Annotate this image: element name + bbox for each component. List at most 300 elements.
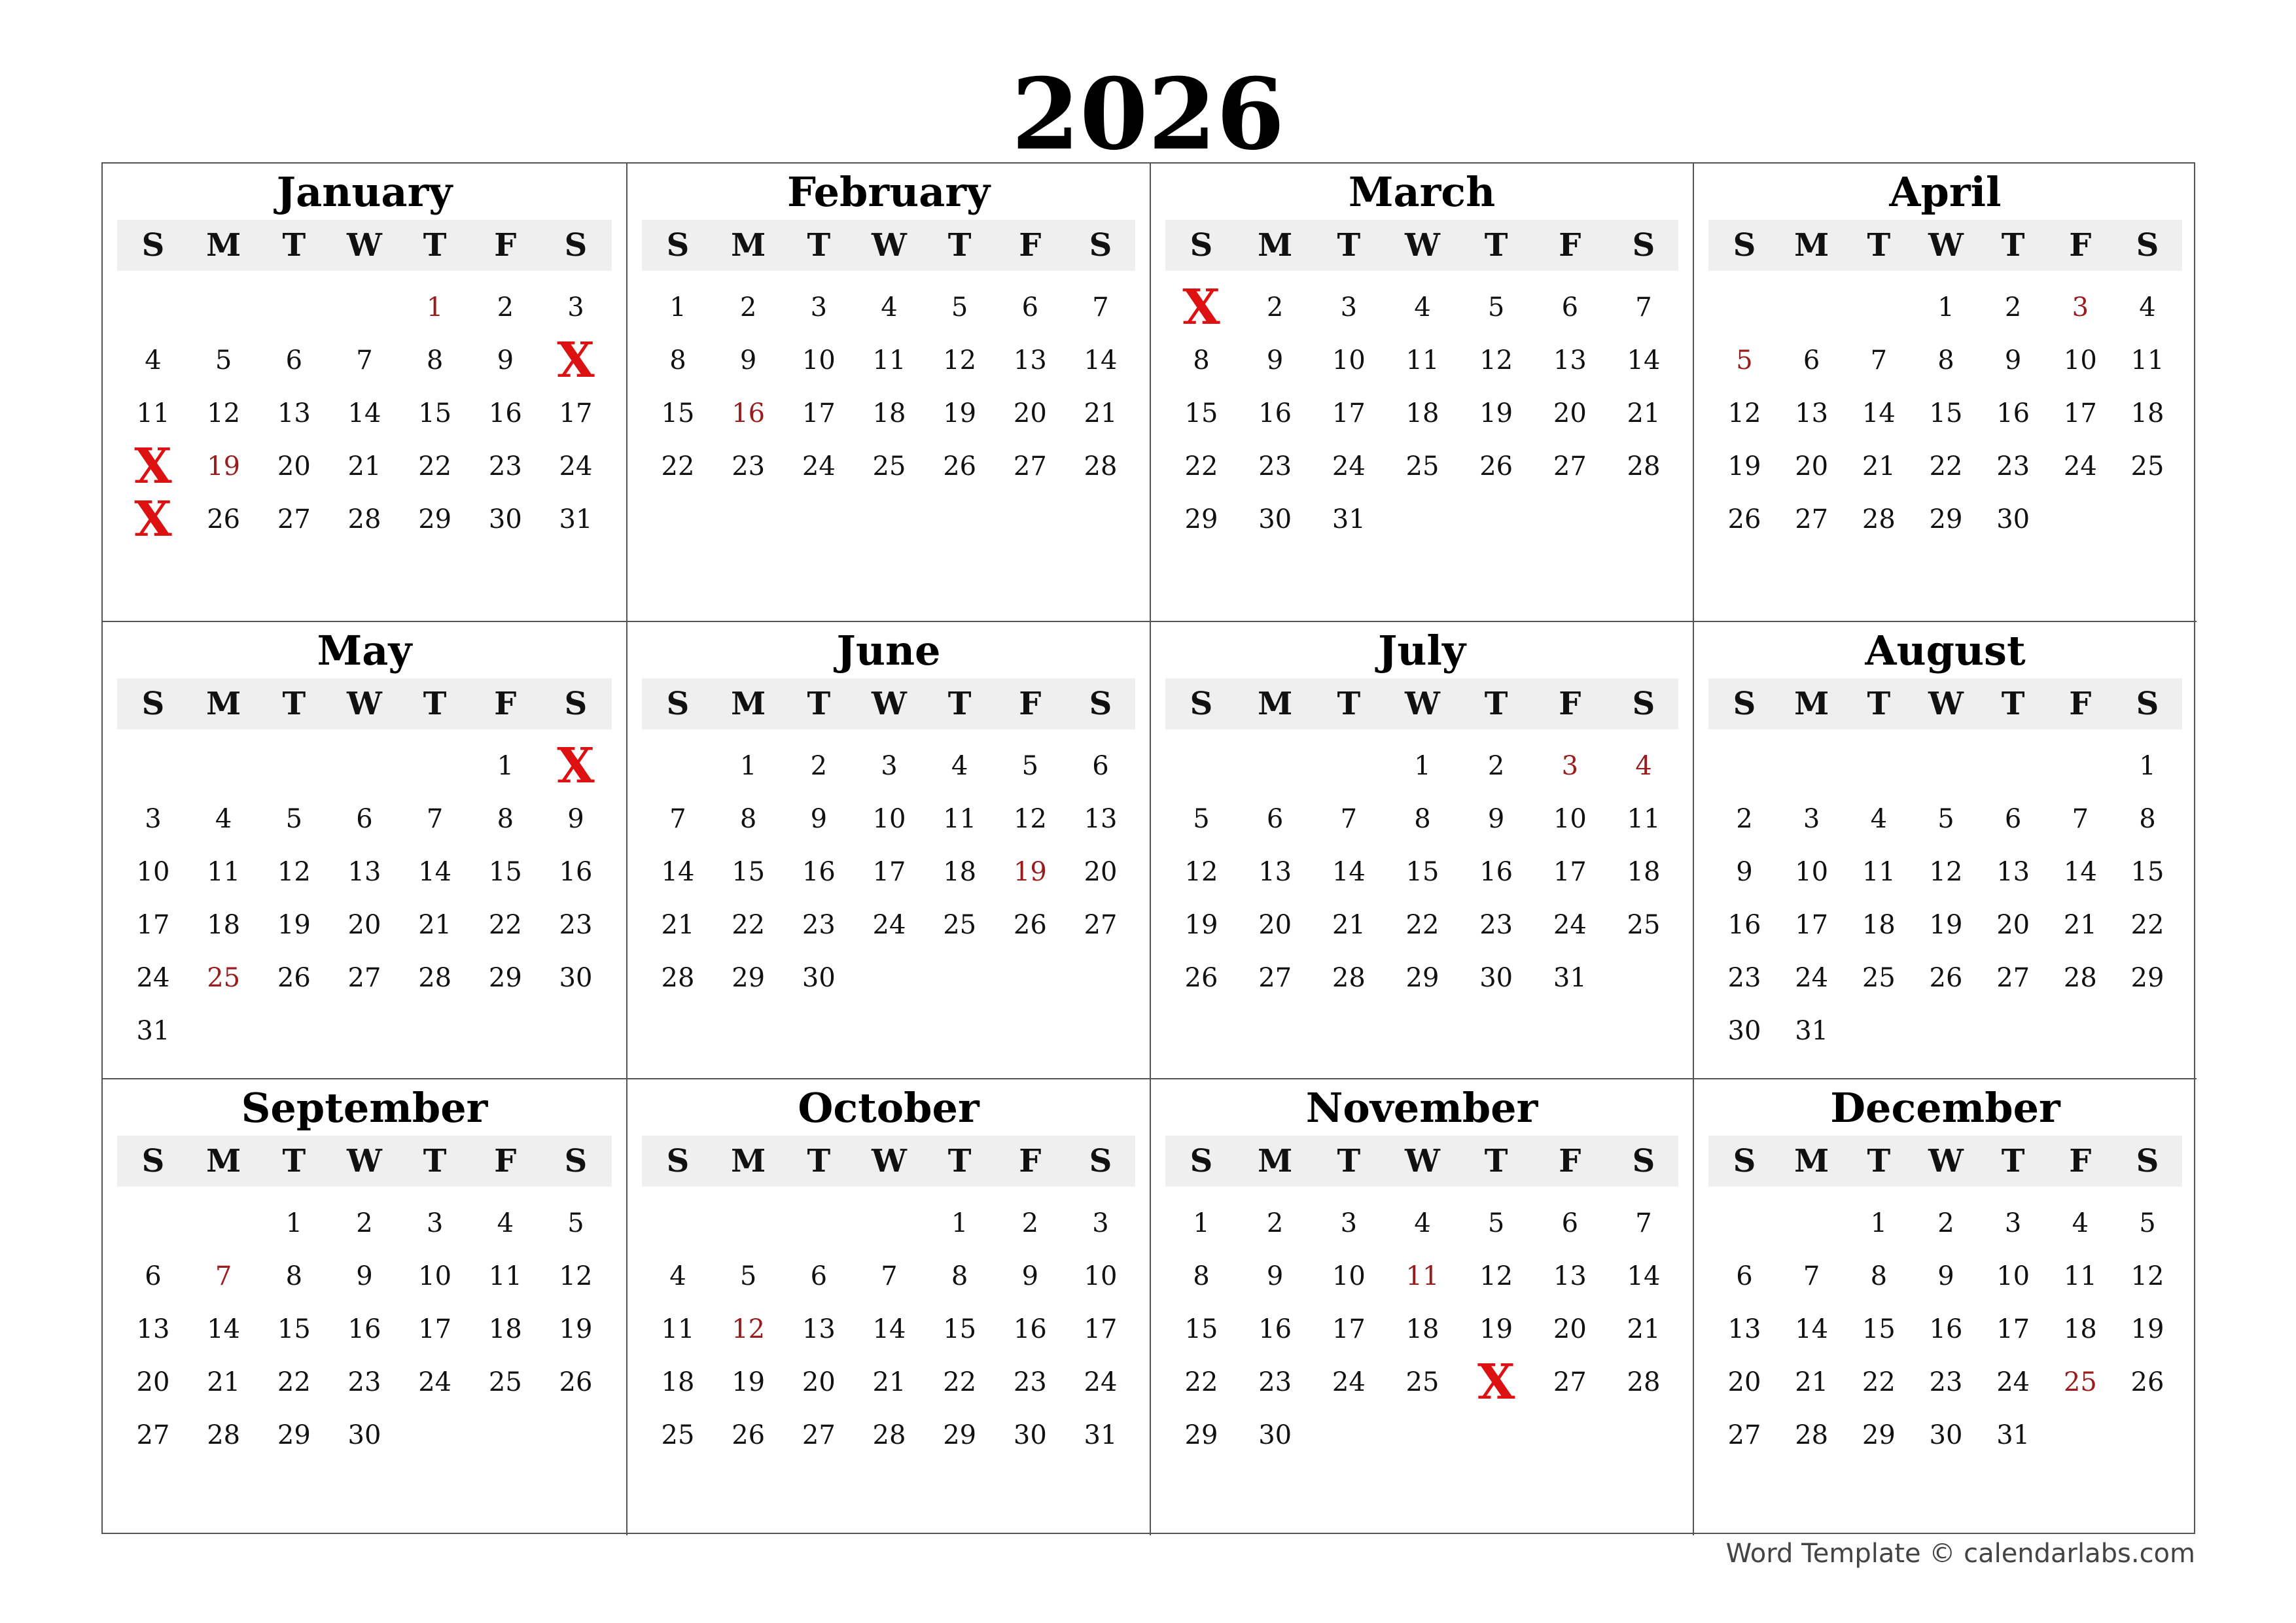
holiday-day: 3 (2072, 292, 2089, 323)
month-december (1693, 1078, 2197, 1535)
calendar-day: 22 (418, 451, 452, 481)
calendar-day: 17 (1996, 1314, 2030, 1344)
weekday-label: S (1632, 227, 1655, 264)
calendar-day: 12 (943, 345, 977, 375)
calendar-day: 15 (1929, 398, 1963, 428)
calendar-day: 3 (1340, 1208, 1358, 1238)
weekday-label: T (807, 227, 831, 264)
calendar-day: 27 (347, 963, 381, 993)
calendar-day: 21 (1795, 1367, 1829, 1397)
holiday-day: 5 (1736, 345, 1753, 375)
calendar-day: 9 (2004, 345, 2022, 375)
month-july (1150, 621, 1693, 1078)
calendar-day: 19 (2130, 1314, 2164, 1344)
calendar-day: 23 (1013, 1367, 1047, 1397)
weekday-label: S (141, 1143, 165, 1179)
calendar-day: 2 (1266, 292, 1284, 323)
calendar-day: 1 (669, 292, 686, 323)
calendar-day: 16 (1479, 857, 1513, 887)
calendar-day: 7 (356, 345, 373, 375)
calendar-day: 29 (277, 1420, 311, 1450)
calendar-day: 15 (1862, 1314, 1896, 1344)
calendar-day: 30 (1258, 504, 1292, 534)
weekday-label: M (1258, 1143, 1293, 1179)
calendar-day: 18 (661, 1367, 695, 1397)
calendar-day: 5 (739, 1261, 757, 1291)
calendar-day: 29 (1929, 504, 1963, 534)
calendar-day: 30 (347, 1420, 381, 1450)
calendar-day: 4 (145, 345, 162, 375)
calendar-day: 6 (810, 1261, 828, 1291)
calendar-day: 7 (669, 804, 686, 834)
calendar-day: 11 (2130, 345, 2164, 375)
calendar-day: 6 (1266, 804, 1284, 834)
calendar-day: 12 (559, 1261, 593, 1291)
weekday-label: F (1019, 1143, 1042, 1179)
weekday-label: W (872, 227, 907, 264)
weekday-label: T (1867, 1143, 1891, 1179)
calendar-day: 20 (277, 451, 311, 481)
calendar-day: 18 (488, 1314, 522, 1344)
weekday-label: S (1089, 1143, 1112, 1179)
weekday-label: F (2069, 686, 2092, 722)
calendar-day: 19 (1727, 451, 1761, 481)
calendar-day: 11 (661, 1314, 695, 1344)
calendar-day: 31 (1084, 1420, 1118, 1450)
calendar-day: 23 (1929, 1367, 1963, 1397)
calendar-year-title: 2026 (1011, 57, 1285, 172)
calendar-day: 19 (1184, 910, 1218, 940)
calendar-day: 6 (1021, 292, 1039, 323)
calendar-day: 21 (1627, 398, 1661, 428)
calendar-day: 17 (1332, 398, 1366, 428)
weekday-label: S (2136, 227, 2159, 264)
calendar-day: 27 (1996, 963, 2030, 993)
calendar-day: 6 (1561, 292, 1579, 323)
calendar-day: 22 (1405, 910, 1439, 940)
calendar-day: 3 (1340, 292, 1358, 323)
weekday-label: S (141, 227, 165, 264)
calendar-day: 27 (1727, 1420, 1761, 1450)
calendar-day: 27 (277, 504, 311, 534)
calendar-day: 11 (136, 398, 170, 428)
calendar-day: 21 (1332, 910, 1366, 940)
calendar-day: 18 (1405, 1314, 1439, 1344)
calendar-day: 20 (1727, 1367, 1761, 1397)
calendar-day: 4 (1414, 292, 1431, 323)
month-may (103, 621, 626, 1078)
weekday-label: T (2001, 686, 2025, 722)
calendar-day: 25 (1405, 1367, 1439, 1397)
holiday-day: 7 (215, 1261, 232, 1291)
calendar-day: 5 (285, 804, 303, 834)
calendar-day: 14 (1627, 1261, 1661, 1291)
calendar-day: 11 (1862, 857, 1896, 887)
calendar-day: 6 (2004, 804, 2022, 834)
month-june (626, 621, 1150, 1078)
calendar-day: 26 (2130, 1367, 2164, 1397)
weekday-label: F (1559, 1143, 1581, 1179)
calendar-day: 25 (1627, 910, 1661, 940)
calendar-day: 5 (215, 345, 232, 375)
calendar-day: 6 (145, 1261, 162, 1291)
weekday-label: S (666, 227, 690, 264)
calendar-day: 28 (418, 963, 452, 993)
calendar-day: 25 (872, 451, 906, 481)
calendar-day: 4 (951, 751, 968, 781)
calendar-day: 25 (661, 1420, 695, 1450)
calendar-day: 19 (1929, 910, 1963, 940)
calendar-day: 8 (1193, 345, 1210, 375)
calendar-day: 28 (207, 1420, 241, 1450)
weekday-label: S (2136, 686, 2159, 722)
weekday-label: T (1867, 227, 1891, 264)
calendar-day: 21 (418, 910, 452, 940)
calendar-day: 27 (1553, 451, 1587, 481)
weekday-label: T (807, 686, 831, 722)
day-mark-x: X (134, 491, 172, 548)
calendar-day: 24 (1332, 451, 1366, 481)
weekday-label: F (494, 1143, 517, 1179)
weekday-label: S (1190, 1143, 1213, 1179)
weekday-label: M (1258, 686, 1293, 722)
calendar-day: 22 (1184, 1367, 1218, 1397)
calendar-day: 11 (207, 857, 241, 887)
weekday-label: T (807, 1143, 831, 1179)
calendar-day: 19 (1479, 398, 1513, 428)
calendar-day: 28 (2063, 963, 2097, 993)
calendar-day: 31 (136, 1016, 170, 1046)
calendar-day: 20 (1553, 1314, 1587, 1344)
month-name: May (317, 627, 412, 674)
calendar-day: 4 (1870, 804, 1888, 834)
calendar-day: 11 (488, 1261, 522, 1291)
holiday-day: 19 (1013, 857, 1047, 887)
calendar-day: 11 (872, 345, 906, 375)
holiday-day: 25 (2063, 1367, 2097, 1397)
calendar-day: 1 (1414, 751, 1431, 781)
weekday-label: S (1733, 227, 1756, 264)
calendar-day: 18 (2063, 1314, 2097, 1344)
calendar-day: 3 (2004, 1208, 2022, 1238)
weekday-label: T (1867, 686, 1891, 722)
calendar-day: 5 (1937, 804, 1954, 834)
calendar-day: 13 (1258, 857, 1292, 887)
holiday-day: 4 (1635, 751, 1652, 781)
calendar-day: 15 (732, 857, 766, 887)
calendar-day: 20 (347, 910, 381, 940)
calendar-day: 16 (488, 398, 522, 428)
calendar-day: 30 (1479, 963, 1513, 993)
calendar-day: 12 (207, 398, 241, 428)
calendar-day: 13 (1553, 345, 1587, 375)
calendar-day: 5 (951, 292, 968, 323)
calendar-day: 10 (1996, 1261, 2030, 1291)
calendar-day: 29 (1405, 963, 1439, 993)
calendar-day: 17 (1084, 1314, 1118, 1344)
calendar-day: 24 (802, 451, 836, 481)
calendar-day: 5 (1193, 804, 1210, 834)
calendar-day: 24 (872, 910, 906, 940)
calendar-day: 18 (943, 857, 977, 887)
calendar-day: 16 (559, 857, 593, 887)
weekday-label: T (282, 686, 306, 722)
calendar-day: 26 (943, 451, 977, 481)
calendar-day: 31 (559, 504, 593, 534)
weekday-label: T (1484, 1143, 1508, 1179)
calendar-day: 14 (418, 857, 452, 887)
calendar-day: 27 (136, 1420, 170, 1450)
calendar-day: 6 (285, 345, 303, 375)
weekday-label: T (423, 686, 447, 722)
weekday-label: T (947, 1143, 972, 1179)
weekday-label: W (872, 1143, 907, 1179)
calendar-day: 20 (1553, 398, 1587, 428)
day-mark-x: X (134, 438, 172, 495)
calendar-day: 21 (207, 1367, 241, 1397)
calendar-day: 1 (497, 751, 514, 781)
calendar-day: 29 (1184, 1420, 1218, 1450)
month-name: January (276, 168, 453, 216)
calendar-day: 26 (1929, 963, 1963, 993)
calendar-day: 8 (285, 1261, 303, 1291)
calendar-day: 23 (347, 1367, 381, 1397)
weekday-label: F (1019, 227, 1042, 264)
calendar-day: 20 (802, 1367, 836, 1397)
calendar-day: 4 (2072, 1208, 2089, 1238)
calendar-day: 24 (1553, 910, 1587, 940)
calendar-day: 23 (1727, 963, 1761, 993)
calendar-day: 3 (1092, 1208, 1109, 1238)
calendar-day: 3 (881, 751, 898, 781)
weekday-label: M (1794, 686, 1829, 722)
weekday-label: W (1928, 227, 1964, 264)
weekday-label: T (2001, 1143, 2025, 1179)
calendar-grid (101, 162, 2195, 1534)
calendar-day: 11 (943, 804, 977, 834)
calendar-day: 23 (732, 451, 766, 481)
calendar-day: 17 (1332, 1314, 1366, 1344)
calendar-day: 29 (1184, 504, 1218, 534)
calendar-day: 5 (2139, 1208, 2156, 1238)
calendar-day: 20 (1013, 398, 1047, 428)
calendar-day: 1 (285, 1208, 303, 1238)
calendar-day: 29 (2130, 963, 2164, 993)
weekday-label: T (1337, 227, 1361, 264)
weekday-label: M (206, 227, 241, 264)
calendar-day: 17 (802, 398, 836, 428)
calendar-day: 11 (1405, 345, 1439, 375)
month-name: February (786, 168, 991, 216)
day-mark-x: X (1182, 279, 1220, 336)
calendar-day: 14 (347, 398, 381, 428)
weekday-label: F (2069, 1143, 2092, 1179)
calendar-day: 12 (1479, 345, 1513, 375)
calendar-day: 30 (802, 963, 836, 993)
weekday-label: M (1794, 1143, 1829, 1179)
weekday-label: S (1632, 1143, 1655, 1179)
calendar-day: 31 (1795, 1016, 1829, 1046)
calendar-day: 13 (1013, 345, 1047, 375)
calendar-day: 12 (1727, 398, 1761, 428)
calendar-day: 31 (1332, 504, 1366, 534)
calendar-day: 22 (277, 1367, 311, 1397)
calendar-day: 2 (1937, 1208, 1954, 1238)
calendar-day: 22 (488, 910, 522, 940)
month-october (626, 1078, 1150, 1535)
calendar-day: 27 (802, 1420, 836, 1450)
weekday-label: S (2136, 1143, 2159, 1179)
calendar-day: 22 (661, 451, 695, 481)
calendar-day: 8 (2139, 804, 2156, 834)
calendar-day: 15 (943, 1314, 977, 1344)
calendar-day: 23 (1258, 451, 1292, 481)
calendar-day: 13 (136, 1314, 170, 1344)
calendar-day: 3 (810, 292, 828, 323)
weekday-label: T (423, 1143, 447, 1179)
calendar-day: 16 (1727, 910, 1761, 940)
calendar-day: 8 (669, 345, 686, 375)
calendar-day: 26 (1184, 963, 1218, 993)
calendar-day: 13 (1795, 398, 1829, 428)
calendar-day: 2 (1266, 1208, 1284, 1238)
calendar-day: 4 (2139, 292, 2156, 323)
weekday-label: T (1337, 1143, 1361, 1179)
calendar-day: 2 (1736, 804, 1753, 834)
calendar-day: 9 (567, 804, 584, 834)
calendar-day: 28 (1332, 963, 1366, 993)
weekday-label: W (872, 686, 907, 722)
calendar-day: 1 (2139, 751, 2156, 781)
calendar-day: 7 (1635, 1208, 1652, 1238)
calendar-day: 7 (1803, 1261, 1820, 1291)
calendar-day: 18 (1405, 398, 1439, 428)
calendar-day: 23 (1996, 451, 2030, 481)
weekday-label: S (666, 686, 690, 722)
calendar-day: 30 (1258, 1420, 1292, 1450)
calendar-day: 5 (1021, 751, 1039, 781)
calendar-day: 15 (418, 398, 452, 428)
calendar-day: 17 (136, 910, 170, 940)
calendar-day: 9 (356, 1261, 373, 1291)
calendar-day: 19 (1479, 1314, 1513, 1344)
calendar-day: 16 (1013, 1314, 1047, 1344)
weekday-label: M (731, 686, 766, 722)
calendar-day: 29 (418, 504, 452, 534)
calendar-day: 14 (1795, 1314, 1829, 1344)
calendar-day: 9 (739, 345, 757, 375)
calendar-day: 14 (1332, 857, 1366, 887)
weekday-label: S (1089, 227, 1112, 264)
weekday-label: F (1559, 227, 1581, 264)
calendar-day: 11 (2063, 1261, 2097, 1291)
calendar-day: 30 (1727, 1016, 1761, 1046)
weekday-label: W (1928, 686, 1964, 722)
weekday-label: T (282, 1143, 306, 1179)
calendar-day: 24 (1795, 963, 1829, 993)
calendar-day: 21 (872, 1367, 906, 1397)
calendar-day: 8 (497, 804, 514, 834)
calendar-day: 6 (1561, 1208, 1579, 1238)
weekday-label: S (141, 686, 165, 722)
calendar-day: 30 (559, 963, 593, 993)
calendar-day: 17 (1553, 857, 1587, 887)
calendar-day: 12 (1184, 857, 1218, 887)
calendar-day: 27 (1553, 1367, 1587, 1397)
calendar-day: 10 (136, 857, 170, 887)
calendar-day: 12 (277, 857, 311, 887)
calendar-day: 13 (277, 398, 311, 428)
calendar-day: 21 (1862, 451, 1896, 481)
calendar-day: 22 (943, 1367, 977, 1397)
calendar-day: 26 (1727, 504, 1761, 534)
calendar-day: 28 (872, 1420, 906, 1450)
weekday-label: S (666, 1143, 690, 1179)
calendar-day: 10 (1795, 857, 1829, 887)
calendar-day: 24 (418, 1367, 452, 1397)
month-name: March (1348, 168, 1496, 216)
weekday-label: T (1484, 686, 1508, 722)
calendar-day: 2 (1021, 1208, 1039, 1238)
calendar-day: 14 (2063, 857, 2097, 887)
calendar-day: 19 (277, 910, 311, 940)
month-name: September (241, 1084, 488, 1132)
calendar-day: 20 (136, 1367, 170, 1397)
calendar-day: 10 (1084, 1261, 1118, 1291)
calendar-day: 17 (1795, 910, 1829, 940)
calendar-day: 1 (951, 1208, 968, 1238)
calendar-day: 11 (1627, 804, 1661, 834)
calendar-day: 29 (488, 963, 522, 993)
calendar-day: 9 (1266, 1261, 1284, 1291)
calendar-day: 6 (1803, 345, 1820, 375)
calendar-day: 18 (207, 910, 241, 940)
calendar-day: 13 (1727, 1314, 1761, 1344)
calendar-day: 8 (1414, 804, 1431, 834)
month-name: November (1305, 1084, 1538, 1132)
calendar-day: 16 (1996, 398, 2030, 428)
day-mark-x: X (557, 738, 595, 794)
calendar-day: 15 (2130, 857, 2164, 887)
calendar-day: 20 (1795, 451, 1829, 481)
calendar-day: 15 (1184, 398, 1218, 428)
calendar-day: 24 (1332, 1367, 1366, 1397)
calendar-day: 14 (1862, 398, 1896, 428)
weekday-label: S (1190, 227, 1213, 264)
weekday-label: S (1089, 686, 1112, 722)
weekday-label: S (1632, 686, 1655, 722)
calendar-day: 16 (1258, 1314, 1292, 1344)
month-march (1150, 164, 1693, 621)
calendar-day: 21 (2063, 910, 2097, 940)
calendar-day: 8 (951, 1261, 968, 1291)
calendar-day: 9 (810, 804, 828, 834)
calendar-day: 24 (136, 963, 170, 993)
calendar-day: 24 (1996, 1367, 2030, 1397)
calendar-day: 6 (1736, 1261, 1753, 1291)
weekday-label: M (206, 686, 241, 722)
calendar-day: 2 (497, 292, 514, 323)
calendar-day: 8 (1193, 1261, 1210, 1291)
calendar-day: 22 (1929, 451, 1963, 481)
calendar-day: 20 (1996, 910, 2030, 940)
calendar-day: 1 (1870, 1208, 1888, 1238)
holiday-day: 12 (732, 1314, 766, 1344)
weekday-label: S (1733, 686, 1756, 722)
calendar-day: 26 (1013, 910, 1047, 940)
calendar-day: 2 (2004, 292, 2022, 323)
calendar-day: 19 (943, 398, 977, 428)
